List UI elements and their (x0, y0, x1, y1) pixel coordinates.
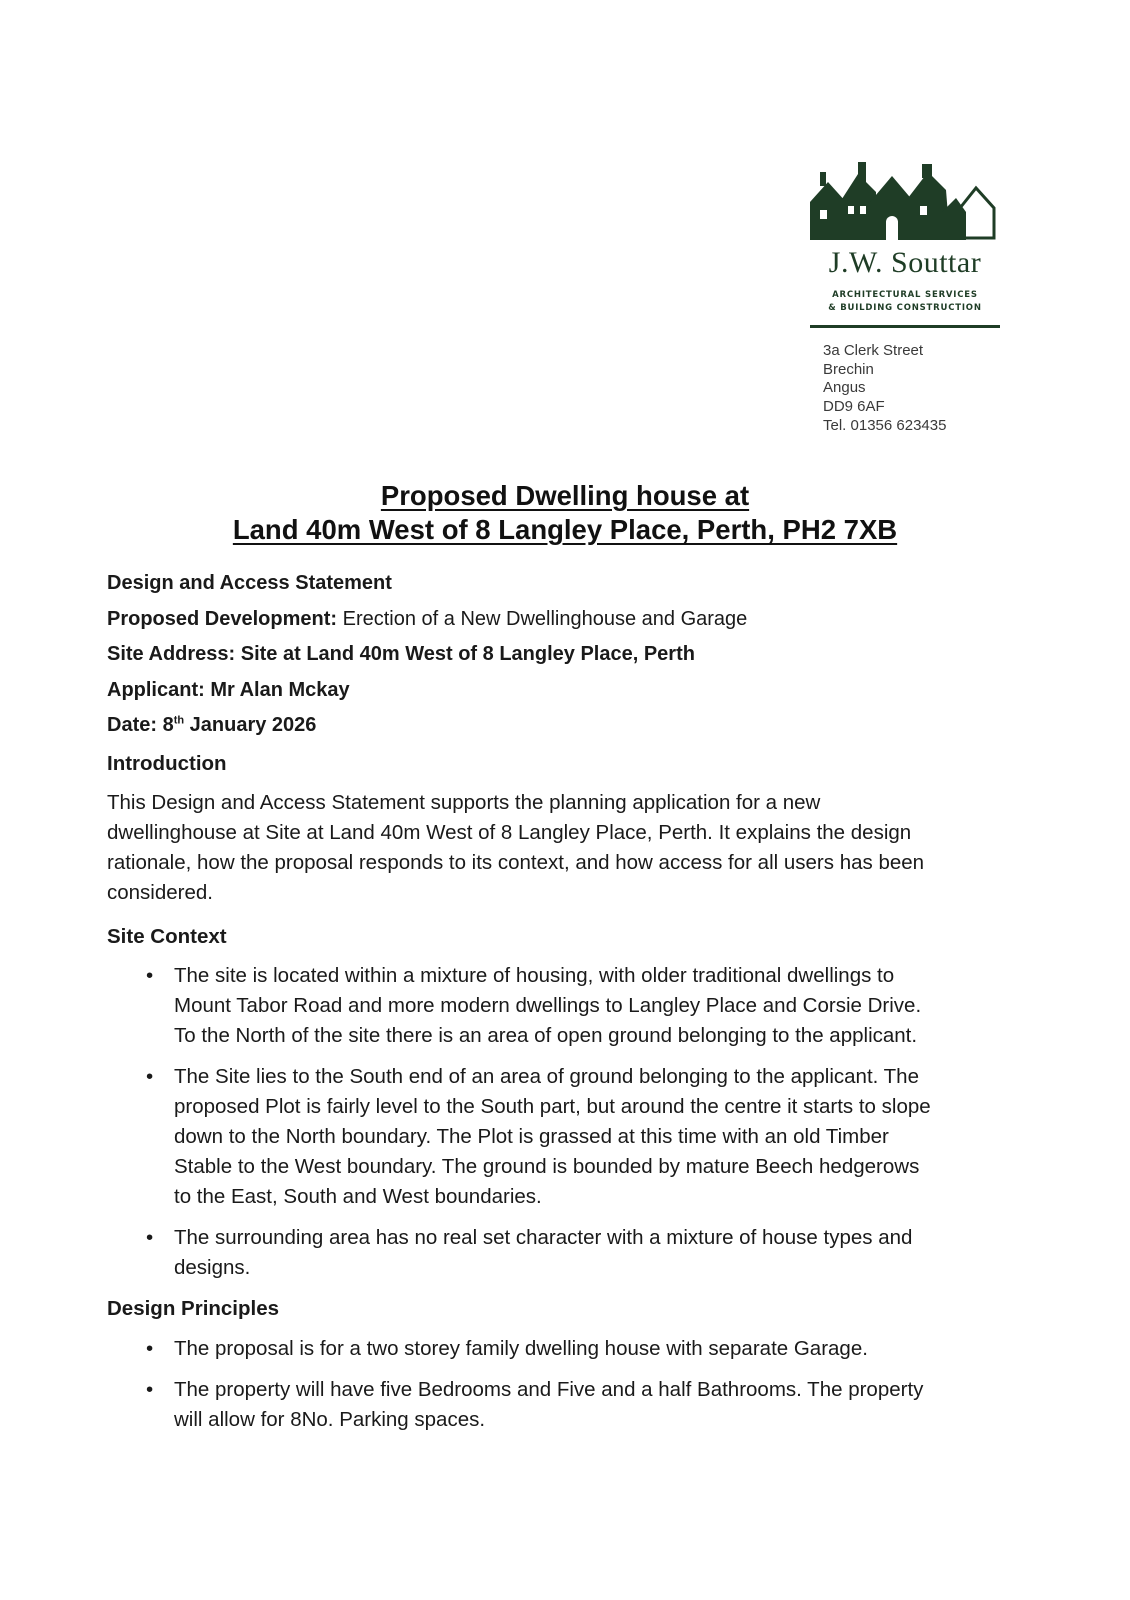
list-item (0, 1223, 931, 1283)
document-title (0, 479, 1130, 547)
proposed-development (107, 608, 747, 644)
date-rest: January 2026 (184, 714, 317, 736)
list-item-line: designs. (174, 1256, 251, 1279)
list-item (0, 1375, 923, 1435)
statement-date (107, 714, 747, 750)
title-line-2: Land 40m West of 8 Langley Place, Perth, PH2 7XB (232, 514, 898, 545)
list-item-line: The surrounding area has no real set character with a mixture of house types and (174, 1226, 913, 1249)
address-line: Angus (823, 379, 866, 397)
date-prefix: Date: 8 (107, 714, 174, 736)
houses-logo-icon (810, 162, 1000, 242)
address-line: DD9 6AF (823, 398, 885, 416)
list-item-line: proposed Plot is fairly level to the South part, but around the centre it starts to slope (174, 1095, 931, 1118)
paragraph-line: dwellinghouse at Site at Land 40m West of 8 Langley Place, Perth. It explains the design (107, 821, 912, 844)
address-line: 3a Clerk Street (823, 342, 924, 359)
design-principles-list (0, 1334, 923, 1446)
design-principles-heading: Design Principles (107, 1297, 280, 1320)
paragraph-line: This Design and Access Statement supports the planning application for a new (107, 791, 821, 814)
address-line: Brechin (823, 360, 874, 378)
bullet-icon: • (146, 964, 154, 987)
bullet-icon: • (146, 1065, 154, 1088)
bullet-icon: • (146, 1378, 154, 1401)
logo-subtitle-line1: ARCHITECTURAL SERVICES (832, 290, 978, 300)
statement-details (107, 572, 747, 750)
site-context-heading: Site Context (107, 925, 227, 948)
list-item-line: Mount Tabor Road and more modern dwellings to Langley Place and Corsie Drive. (174, 994, 922, 1017)
applicant: Applicant: Mr Alan Mckay (107, 678, 350, 701)
list-item-line: The property will have five Bedrooms and Five and a half Bathrooms. The property (174, 1378, 924, 1401)
introduction-heading: Introduction (107, 752, 227, 775)
site-address: Site Address: Site at Land 40m West of 8 Langley Place, Perth (107, 643, 695, 665)
list-item-line: The proposal is for a two storey family dwelling house with separate Garage. (174, 1337, 868, 1360)
list-item-line: To the North of the site there is an area of open ground belonging to the applicant. (174, 1024, 918, 1047)
list-item-line: down to the North boundary. The Plot is grassed at this time with an old Timber (174, 1125, 889, 1148)
list-item-line: The Site lies to the South end of an area of ground belonging to the applicant. The (174, 1065, 919, 1088)
company-logo (810, 162, 1000, 313)
title-line-1: Proposed Dwelling house at (380, 480, 750, 511)
statement-heading: Design and Access Statement (107, 572, 392, 594)
address-telephone: Tel. 01356 623435 (823, 416, 947, 434)
list-item-line: will allow for 8No. Parking spaces. (174, 1408, 486, 1431)
paragraph-line: rationale, how the proposal responds to its context, and how access for all users has been (107, 851, 925, 874)
bullet-icon: • (146, 1226, 154, 1249)
development-value: Erection of a New Dwellinghouse and Garage (337, 607, 748, 630)
site-context-list (0, 961, 931, 1294)
logo-divider (810, 325, 1000, 328)
list-item (0, 1062, 931, 1212)
date-ordinal: th (173, 714, 185, 727)
list-item-line: to the East, South and West boundaries. (174, 1185, 542, 1208)
list-item-line: The site is located within a mixture of housing, with older traditional dwellings to (174, 964, 895, 987)
development-label: Proposed Development: (107, 607, 338, 630)
bullet-icon: • (146, 1337, 154, 1360)
paragraph-line: considered. (107, 881, 213, 904)
introduction-paragraph (107, 788, 1027, 908)
list-item (0, 961, 931, 1051)
logo-company-name: J.W. Souttar (828, 246, 982, 279)
logo-subtitle-line2: & BUILDING CONSTRUCTION (828, 303, 982, 313)
list-item-line: Stable to the West boundary. The ground is bounded by mature Beech hedgerows (174, 1155, 920, 1178)
company-address (823, 342, 946, 436)
list-item (0, 1334, 923, 1364)
